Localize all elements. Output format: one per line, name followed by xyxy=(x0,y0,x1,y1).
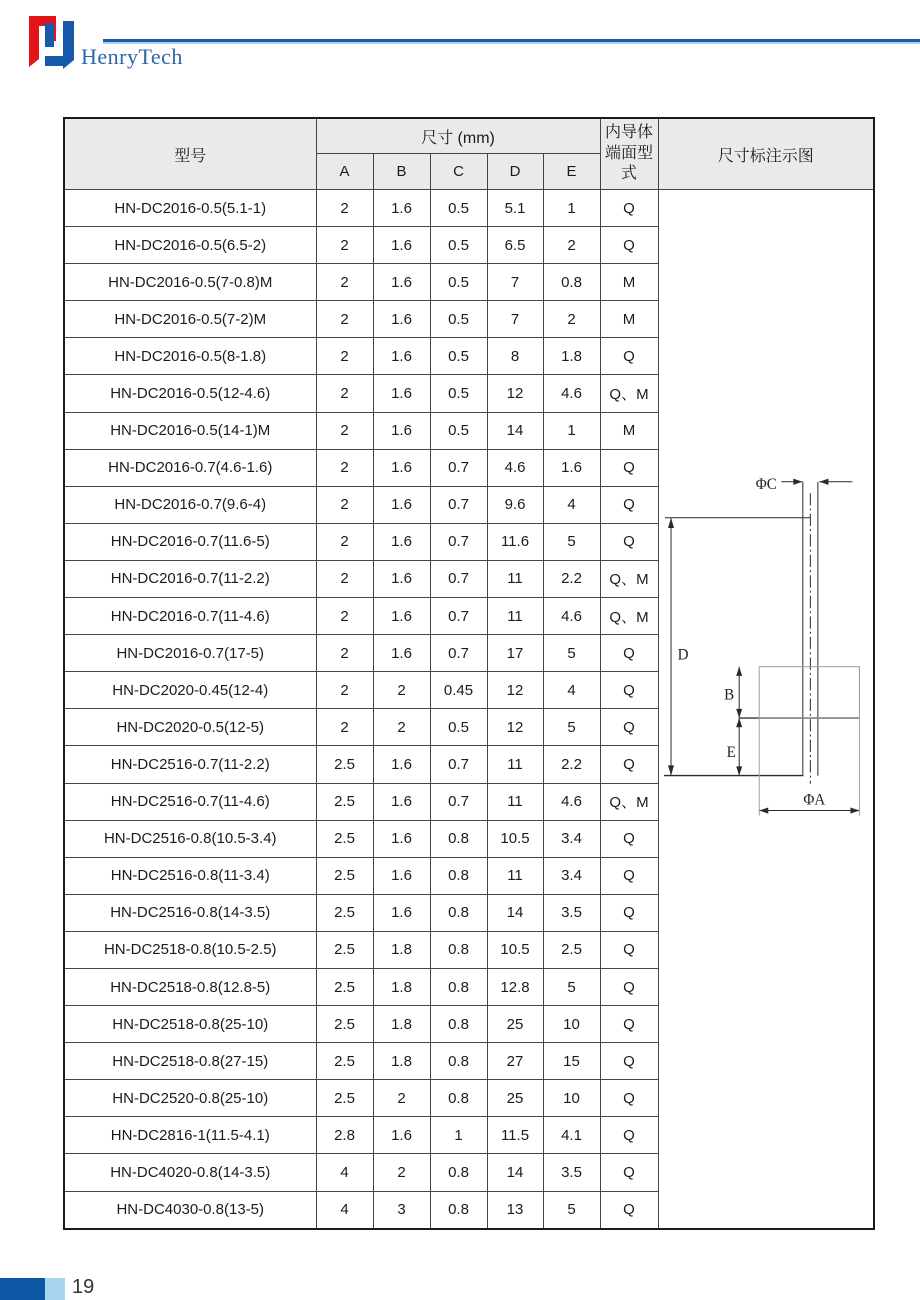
cell-c: 0.7 xyxy=(430,486,487,523)
cell-a: 2 xyxy=(316,190,373,227)
cell-b: 1.6 xyxy=(373,598,430,635)
cell-model: HN-DC4020-0.8(14-3.5) xyxy=(64,1154,316,1191)
cell-d: 25 xyxy=(487,1080,543,1117)
cell-conductor-type: Q xyxy=(600,190,658,227)
col-header-diagram: 尺寸标注示图 xyxy=(658,118,874,190)
cell-d: 12 xyxy=(487,709,543,746)
cell-model: HN-DC2016-0.7(11-4.6) xyxy=(64,598,316,635)
cell-d: 10.5 xyxy=(487,931,543,968)
cell-e: 4.6 xyxy=(543,598,600,635)
cell-model: HN-DC2016-0.5(7-2)M xyxy=(64,301,316,338)
cell-e: 3.5 xyxy=(543,894,600,931)
col-header-a: A xyxy=(316,154,373,190)
cell-conductor-type: Q xyxy=(600,857,658,894)
cell-d: 12.8 xyxy=(487,968,543,1005)
cell-model: HN-DC2516-0.8(10.5-3.4) xyxy=(64,820,316,857)
cell-conductor-type: Q xyxy=(600,338,658,375)
cell-d: 4.6 xyxy=(487,449,543,486)
cell-e: 10 xyxy=(543,1080,600,1117)
cell-e: 5 xyxy=(543,1191,600,1229)
cell-conductor-type: Q xyxy=(600,227,658,264)
dimension-arrowheads xyxy=(668,479,859,814)
dim-label-b: B xyxy=(723,686,734,704)
cell-e: 5 xyxy=(543,523,600,560)
cell-b: 1.8 xyxy=(373,1043,430,1080)
cell-conductor-type: Q xyxy=(600,1080,658,1117)
cell-b: 2 xyxy=(373,709,430,746)
dimension-diagram xyxy=(659,190,874,1228)
cell-a: 4 xyxy=(316,1154,373,1191)
cell-model: HN-DC2016-0.5(7-0.8)M xyxy=(64,264,316,301)
cell-b: 1.6 xyxy=(373,783,430,820)
cell-e: 5 xyxy=(543,709,600,746)
cell-c: 0.8 xyxy=(430,894,487,931)
conductor-header-line1: 内导体 xyxy=(604,123,653,141)
cell-model: HN-DC2020-0.5(12-5) xyxy=(64,709,316,746)
cell-e: 2.5 xyxy=(543,931,600,968)
cell-d: 13 xyxy=(487,1191,543,1229)
cell-d: 11 xyxy=(487,598,543,635)
cell-conductor-type: Q xyxy=(600,523,658,560)
cell-d: 17 xyxy=(487,635,543,672)
cell-conductor-type: Q xyxy=(600,709,658,746)
cell-model: HN-DC2016-0.5(8-1.8) xyxy=(64,338,316,375)
spec-table-body xyxy=(64,190,874,1229)
cell-b: 1.8 xyxy=(373,931,430,968)
header-divider-line-light xyxy=(103,42,920,44)
cell-e: 3.5 xyxy=(543,1154,600,1191)
cell-model: HN-DC2516-0.8(14-3.5) xyxy=(64,894,316,931)
cell-a: 2.5 xyxy=(316,894,373,931)
cell-e: 5 xyxy=(543,635,600,672)
cell-model: HN-DC2518-0.8(25-10) xyxy=(64,1006,316,1043)
cell-d: 12 xyxy=(487,672,543,709)
dim-label-e: E xyxy=(726,743,736,762)
cell-d: 9.6 xyxy=(487,486,543,523)
cell-d: 25 xyxy=(487,1006,543,1043)
dim-label-phi-c: ΦC xyxy=(755,475,777,494)
cell-conductor-type: Q、M xyxy=(600,598,658,635)
cell-e: 2.2 xyxy=(543,560,600,597)
cell-model: HN-DC2016-0.5(5.1-1) xyxy=(64,190,316,227)
page-number: 19 xyxy=(72,1276,95,1298)
cell-conductor-type: M xyxy=(600,412,658,449)
col-header-b: B xyxy=(373,154,430,190)
cell-model: HN-DC2518-0.8(27-15) xyxy=(64,1043,316,1080)
cell-a: 2.8 xyxy=(316,1117,373,1154)
cell-e: 1.6 xyxy=(543,449,600,486)
cell-c: 0.8 xyxy=(430,1080,487,1117)
cell-a: 2.5 xyxy=(316,820,373,857)
cell-d: 10.5 xyxy=(487,820,543,857)
brand-name: HenryTech xyxy=(81,44,183,69)
cell-d: 11.5 xyxy=(487,1117,543,1154)
cell-d: 14 xyxy=(487,412,543,449)
cell-b: 1.6 xyxy=(373,635,430,672)
cell-c: 0.7 xyxy=(430,449,487,486)
cell-c: 0.8 xyxy=(430,857,487,894)
cell-model: HN-DC2518-0.8(10.5-2.5) xyxy=(64,931,316,968)
henrytech-logo-icon xyxy=(28,12,78,70)
cell-a: 2 xyxy=(316,227,373,264)
cell-d: 12 xyxy=(487,375,543,412)
cell-c: 0.5 xyxy=(430,227,487,264)
cell-d: 11 xyxy=(487,560,543,597)
cell-b: 1.6 xyxy=(373,560,430,597)
cell-c: 0.8 xyxy=(430,1006,487,1043)
cell-model: HN-DC2516-0.8(11-3.4) xyxy=(64,857,316,894)
cell-c: 0.5 xyxy=(430,338,487,375)
cell-d: 27 xyxy=(487,1043,543,1080)
cell-a: 2.5 xyxy=(316,1080,373,1117)
cell-b: 1.6 xyxy=(373,746,430,783)
cell-c: 0.5 xyxy=(430,301,487,338)
cell-a: 2.5 xyxy=(316,746,373,783)
cell-e: 4.6 xyxy=(543,783,600,820)
cell-model: HN-DC4030-0.8(13-5) xyxy=(64,1191,316,1229)
cell-e: 4.6 xyxy=(543,375,600,412)
cell-conductor-type: M xyxy=(600,301,658,338)
cell-b: 3 xyxy=(373,1191,430,1229)
cell-c: 0.8 xyxy=(430,1154,487,1191)
cell-b: 1.6 xyxy=(373,820,430,857)
cell-d: 14 xyxy=(487,894,543,931)
cell-e: 4.1 xyxy=(543,1117,600,1154)
cell-d: 8 xyxy=(487,338,543,375)
table-row xyxy=(64,190,874,227)
dim-label-d: D xyxy=(677,646,688,664)
cell-c: 0.8 xyxy=(430,1043,487,1080)
col-header-d: D xyxy=(487,154,543,190)
cell-d: 11 xyxy=(487,857,543,894)
cell-e: 4 xyxy=(543,486,600,523)
cell-c: 0.8 xyxy=(430,968,487,1005)
cell-d: 6.5 xyxy=(487,227,543,264)
cell-b: 2 xyxy=(373,1080,430,1117)
cell-model: HN-DC2816-1(11.5-4.1) xyxy=(64,1117,316,1154)
dim-label-phi-a: ΦA xyxy=(802,791,825,809)
spec-table xyxy=(63,117,875,1230)
cell-d: 11 xyxy=(487,783,543,820)
cell-conductor-type: Q xyxy=(600,968,658,1005)
cell-e: 15 xyxy=(543,1043,600,1080)
cell-c: 0.45 xyxy=(430,672,487,709)
cell-conductor-type: Q xyxy=(600,672,658,709)
cell-e: 0.8 xyxy=(543,264,600,301)
cell-a: 2.5 xyxy=(316,1043,373,1080)
cell-c: 0.5 xyxy=(430,709,487,746)
cell-b: 1.6 xyxy=(373,486,430,523)
cell-model: HN-DC2016-0.5(14-1)M xyxy=(64,412,316,449)
cell-a: 2.5 xyxy=(316,783,373,820)
cell-conductor-type: Q xyxy=(600,635,658,672)
cell-a: 2.5 xyxy=(316,968,373,1005)
cell-b: 1.6 xyxy=(373,857,430,894)
cell-c: 0.5 xyxy=(430,264,487,301)
cell-e: 2 xyxy=(543,301,600,338)
col-header-conductor-type xyxy=(600,118,658,190)
cell-c: 0.7 xyxy=(430,746,487,783)
cell-b: 1.6 xyxy=(373,1117,430,1154)
cell-a: 2 xyxy=(316,560,373,597)
cell-a: 2.5 xyxy=(316,857,373,894)
cell-b: 1.6 xyxy=(373,523,430,560)
cell-b: 1.6 xyxy=(373,190,430,227)
cell-a: 4 xyxy=(316,1191,373,1229)
cell-e: 3.4 xyxy=(543,820,600,857)
cell-b: 1.8 xyxy=(373,1006,430,1043)
cell-c: 0.7 xyxy=(430,560,487,597)
cell-a: 2 xyxy=(316,635,373,672)
cell-conductor-type: Q、M xyxy=(600,560,658,597)
cell-model: HN-DC2020-0.45(12-4) xyxy=(64,672,316,709)
cell-model: HN-DC2520-0.8(25-10) xyxy=(64,1080,316,1117)
cell-a: 2 xyxy=(316,449,373,486)
cell-e: 3.4 xyxy=(543,857,600,894)
cell-b: 1.6 xyxy=(373,227,430,264)
cell-conductor-type: Q xyxy=(600,1191,658,1229)
cell-a: 2 xyxy=(316,375,373,412)
conductor-header-line2: 端面型式 xyxy=(604,144,653,183)
cell-a: 2.5 xyxy=(316,1006,373,1043)
cell-e: 1 xyxy=(543,190,600,227)
cell-a: 2 xyxy=(316,301,373,338)
cell-a: 2 xyxy=(316,264,373,301)
cell-b: 1.6 xyxy=(373,264,430,301)
cell-b: 1.6 xyxy=(373,301,430,338)
cell-b: 1.6 xyxy=(373,375,430,412)
cell-a: 2 xyxy=(316,709,373,746)
cell-b: 1.6 xyxy=(373,449,430,486)
cell-e: 2 xyxy=(543,227,600,264)
cell-conductor-type: M xyxy=(600,264,658,301)
cell-conductor-type: Q xyxy=(600,931,658,968)
cell-c: 0.7 xyxy=(430,523,487,560)
cell-d: 11 xyxy=(487,746,543,783)
cell-e: 5 xyxy=(543,968,600,1005)
cell-a: 2 xyxy=(316,598,373,635)
cell-conductor-type: Q、M xyxy=(600,375,658,412)
cell-model: HN-DC2016-0.7(4.6-1.6) xyxy=(64,449,316,486)
cell-b: 1.6 xyxy=(373,894,430,931)
cell-d: 14 xyxy=(487,1154,543,1191)
cell-model: HN-DC2516-0.7(11-2.2) xyxy=(64,746,316,783)
cell-e: 1 xyxy=(543,412,600,449)
col-header-e: E xyxy=(543,154,600,190)
cell-conductor-type: Q xyxy=(600,1154,658,1191)
cell-a: 2 xyxy=(316,338,373,375)
cell-conductor-type: Q、M xyxy=(600,783,658,820)
cell-d: 7 xyxy=(487,301,543,338)
cell-c: 0.8 xyxy=(430,1191,487,1229)
cell-b: 2 xyxy=(373,672,430,709)
cell-c: 0.7 xyxy=(430,598,487,635)
col-header-dims-group: 尺寸 (mm) xyxy=(316,118,600,154)
cell-conductor-type: Q xyxy=(600,1043,658,1080)
cell-conductor-type: Q xyxy=(600,820,658,857)
cell-c: 0.5 xyxy=(430,412,487,449)
cell-c: 0.8 xyxy=(430,820,487,857)
cell-conductor-type: Q xyxy=(600,1117,658,1154)
cell-conductor-type: Q xyxy=(600,746,658,783)
cell-e: 2.2 xyxy=(543,746,600,783)
cell-conductor-type: Q xyxy=(600,449,658,486)
cell-b: 2 xyxy=(373,1154,430,1191)
cell-model: HN-DC2016-0.7(11.6-5) xyxy=(64,523,316,560)
cell-model: HN-DC2016-0.7(17-5) xyxy=(64,635,316,672)
cell-b: 1.6 xyxy=(373,338,430,375)
cell-c: 0.7 xyxy=(430,783,487,820)
cell-a: 2 xyxy=(316,672,373,709)
cell-c: 0.8 xyxy=(430,931,487,968)
cell-e: 10 xyxy=(543,1006,600,1043)
cell-model: HN-DC2016-0.7(9.6-4) xyxy=(64,486,316,523)
cell-e: 4 xyxy=(543,672,600,709)
cell-model: HN-DC2016-0.7(11-2.2) xyxy=(64,560,316,597)
cell-e: 1.8 xyxy=(543,338,600,375)
cell-a: 2 xyxy=(316,523,373,560)
cell-model: HN-DC2518-0.8(12.8-5) xyxy=(64,968,316,1005)
cell-c: 1 xyxy=(430,1117,487,1154)
footer-bar-light xyxy=(45,1278,65,1300)
cell-d: 7 xyxy=(487,264,543,301)
col-header-c: C xyxy=(430,154,487,190)
cell-model: HN-DC2016-0.5(6.5-2) xyxy=(64,227,316,264)
cell-a: 2 xyxy=(316,486,373,523)
cell-model: HN-DC2516-0.7(11-4.6) xyxy=(64,783,316,820)
cell-model: HN-DC2016-0.5(12-4.6) xyxy=(64,375,316,412)
col-header-model: 型号 xyxy=(64,118,316,190)
footer-bar-dark xyxy=(0,1278,45,1300)
cell-c: 0.5 xyxy=(430,190,487,227)
cell-a: 2.5 xyxy=(316,931,373,968)
cell-c: 0.5 xyxy=(430,375,487,412)
cell-conductor-type: Q xyxy=(600,894,658,931)
cell-conductor-type: Q xyxy=(600,1006,658,1043)
cell-a: 2 xyxy=(316,412,373,449)
dimension-diagram-cell xyxy=(658,190,874,1229)
cell-b: 1.8 xyxy=(373,968,430,1005)
cell-d: 5.1 xyxy=(487,190,543,227)
cell-conductor-type: Q xyxy=(600,486,658,523)
cell-b: 1.6 xyxy=(373,412,430,449)
cell-d: 11.6 xyxy=(487,523,543,560)
cell-c: 0.7 xyxy=(430,635,487,672)
